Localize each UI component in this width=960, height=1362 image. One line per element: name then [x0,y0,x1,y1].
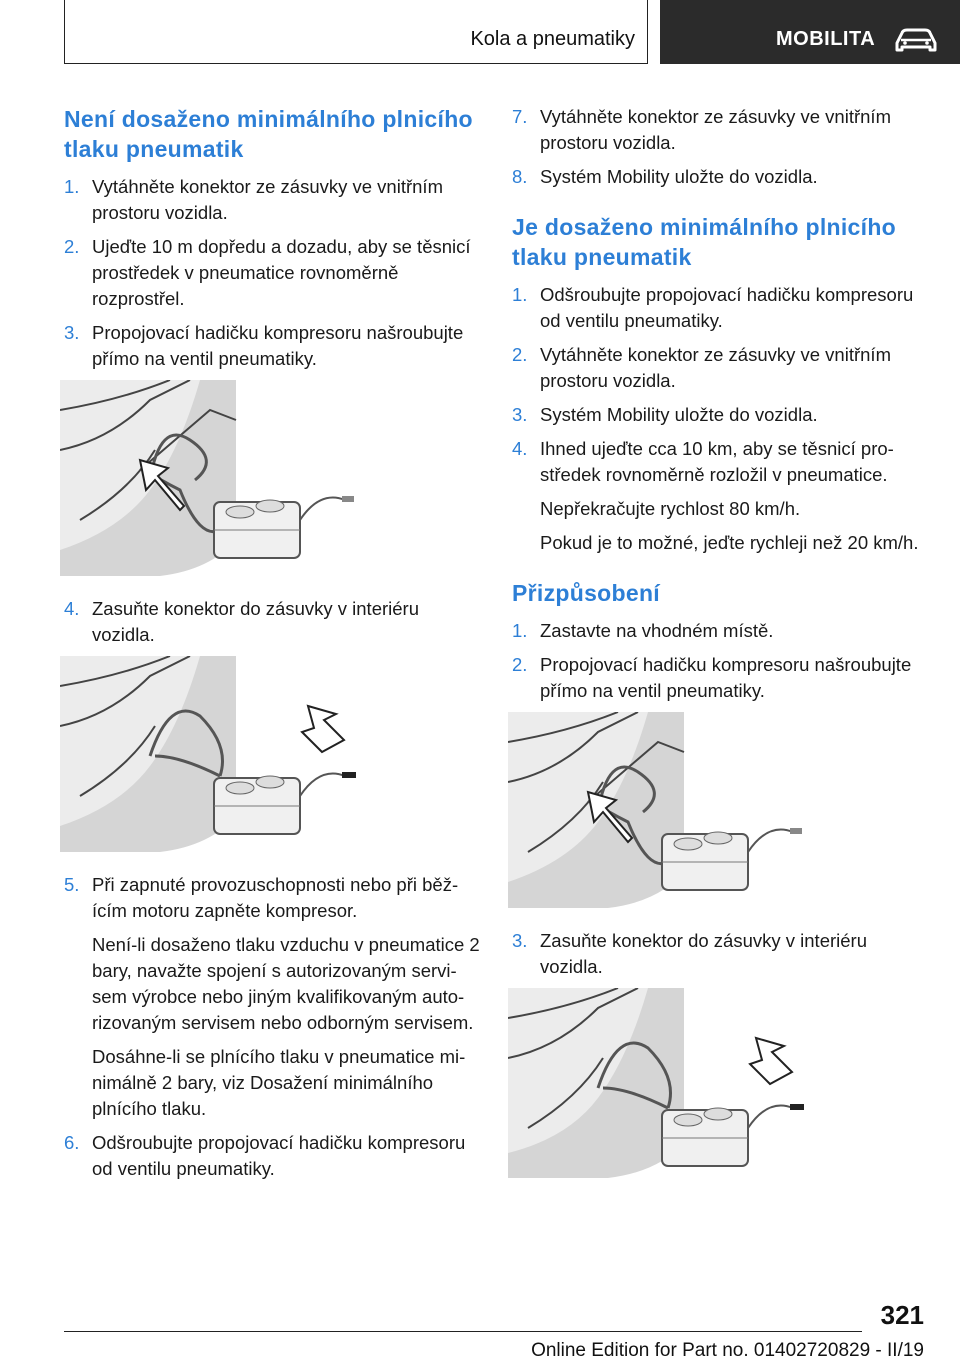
list-item [64,872,484,1122]
step-note: Dosáhne-li se plnícího tlaku v pneumatice minimálně 2 bary, viz Dosažení minimálního plnícího tlaku. [92,1046,466,1119]
section-heading-adjust: Přizpůsobení [512,580,661,606]
header-section-tab [64,0,648,64]
step-number: 3. [512,404,528,425]
step-number: 2. [64,236,80,257]
steps-list [512,104,932,190]
step-number: 8. [512,166,528,187]
step-text: Vytáhněte konektor ze zásuvky ve vnitřním prostoru vozidla. [540,106,891,153]
steps-list [64,872,484,1182]
list-item [512,618,932,644]
illustration-plug-to-socket [508,988,808,1178]
step-text: Ujeďte 10 m dopředu a dozadu, aby se těsnicí prostředek v pneumatice rovnoměrně rozprostřel. [92,236,471,309]
step-text: Ihned ujeďte cca 10 km, aby se těsnicí prostředek rovnoměrně rozložil v pneumatice. [540,438,894,485]
list-item [512,164,932,190]
step-number: 1. [512,620,528,641]
step-text: Systém Mobility uložte do vozidla. [540,166,818,187]
list-item [512,104,932,156]
step-number: 1. [512,284,528,305]
step-text: Odšroubujte propojovací hadičku kompresoru od ventilu pneumatiky. [540,284,914,331]
footer-divider [64,1331,862,1332]
step-text: Zastavte na vhodném místě. [540,620,774,641]
step-note: Pokud je to možné, jeďte rychleji než 20 km/h. [540,532,919,553]
list-item [64,596,484,648]
list-item [512,652,932,704]
step-number: 6. [64,1132,80,1153]
section-heading-reached: Je dosaženo minimálního plnicího tlaku pneumatik [512,214,897,270]
step-note: Není-li dosaženo tlaku vzduchu v pneumatice 2 bary, navažte spojení s autorizovaným servisem výrobce nebo jiným kvalifikovaným autorizovaným servisem nebo odborným servisem. [92,934,480,1033]
step-number: 4. [512,438,528,459]
step-number: 4. [64,598,80,619]
list-item [512,342,932,394]
illustration-hose-to-valve [60,380,360,576]
step-text: Při zapnuté provozuschopnosti nebo při běžícím motoru zapněte kompresor. [92,874,459,921]
step-number: 7. [512,106,528,127]
step-text: Vytáhněte konektor ze zásuvky ve vnitřním prostoru vozidla. [540,344,891,391]
steps-list [512,928,932,980]
list-item [64,234,484,312]
page-number: 321 [880,1300,924,1330]
step-text: Propojovací hadičku kompresoru našroubujte přímo na ventil pneumatiky. [540,654,912,701]
edition-note: Online Edition for Part no. 01402720829 - II/19 [531,1340,924,1361]
step-number: 1. [64,176,80,197]
header-chapter-tab [660,0,960,64]
section-heading-not-reached: Není dosaženo minimálního plnicího tlaku pneumatik [64,106,473,162]
steps-list [64,174,484,372]
list-item [64,1130,484,1182]
list-item [512,436,932,556]
step-text: Odšroubujte propojovací hadičku kompresoru od ventilu pneumatiky. [92,1132,466,1179]
right-column [512,104,932,1198]
step-text: Vytáhněte konektor ze zásuvky ve vnitřním prostoru vozidla. [92,176,443,223]
step-number: 3. [512,930,528,951]
step-number: 3. [64,322,80,343]
chapter-title: MOBILITA [776,28,876,50]
step-text: Propojovací hadičku kompresoru našroubujte přímo na ventil pneumatiky. [92,322,464,369]
step-text: Systém Mobility uložte do vozidla. [540,404,818,425]
step-number: 2. [512,344,528,365]
steps-list [512,282,932,556]
list-item [64,174,484,226]
step-text: Zasuňte konektor do zásuvky v interiéru vozidla. [92,598,419,645]
steps-list [64,596,484,648]
section-title: Kola a pneumatiky [470,28,635,50]
step-note: Nepřekračujte rychlost 80 km/h. [540,498,801,519]
step-text: Zasuňte konektor do zásuvky v interiéru vozidla. [540,930,867,977]
step-number: 2. [512,654,528,675]
car-icon [893,26,939,54]
left-column [64,104,484,1190]
illustration-hose-to-valve [508,712,808,908]
illustration-plug-to-socket [60,656,360,852]
list-item [512,402,932,428]
steps-list [512,618,932,704]
list-item [512,928,932,980]
list-item [512,282,932,334]
list-item [64,320,484,372]
step-number: 5. [64,874,80,895]
